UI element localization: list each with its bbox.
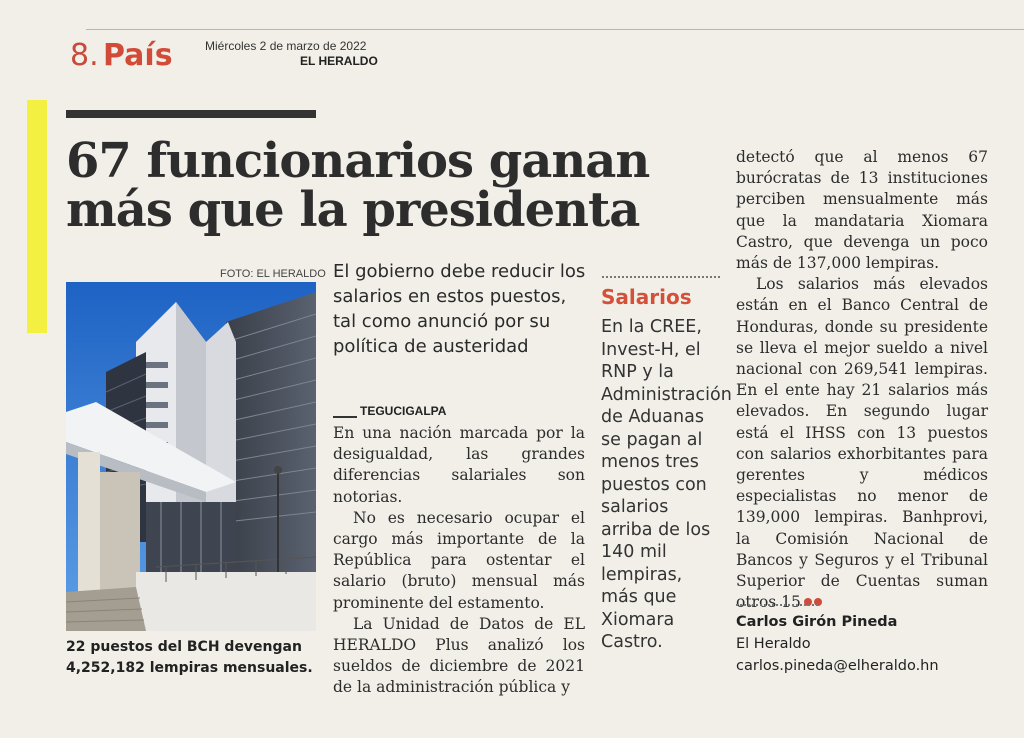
issue-date: Miércoles 2 de marzo de 2022 bbox=[205, 39, 367, 53]
author-outlet: El Heraldo bbox=[736, 636, 811, 652]
article-column-3 bbox=[736, 147, 988, 613]
sidebar-dotted-rule bbox=[602, 276, 720, 278]
paragraph: detectó que al menos 67 burócratas de 13 instituciones perciben mensualmente más que la mandataria Xiomara Castro, que devenga un poco más de 137,000 lempiras. bbox=[736, 148, 988, 273]
article-deck: El gobierno debe reducir los salarios en estos puestos, tal como anunció por su política de austeridad bbox=[333, 261, 586, 357]
sidebar-title: Salarios bbox=[601, 285, 692, 309]
newspaper-name: EL HERALDO bbox=[300, 54, 378, 68]
paragraph: En una nación marcada por la desigualdad, las grandes diferencias salariales son notorias. bbox=[333, 424, 585, 506]
paragraph: Los salarios más elevados están en el Banco Central de Honduras, donde su presidente se lleva el mejor sueldo a nivel nacional con 269,541 lempiras. En el ente hay 21 salarios más elevados. En segundo lugar está el IHSS con 13 puestos con salarios exhorbitantes para gerentes y médicos especialistas no menor de 139,000 lempiras. Banhprovi, la Comisión Nacional de Bancos y Seguros y el Tribunal Superior de Cuentas suman otros 15 bbox=[736, 275, 988, 612]
author-name: Carlos Girón Pineda bbox=[736, 614, 898, 630]
photo-caption: 22 puestos del BCH devengan 4,252,182 lempiras mensuales. bbox=[66, 639, 313, 676]
page-number: 8. bbox=[70, 38, 99, 73]
dateline-rule bbox=[333, 416, 357, 418]
photo-credit: FOTO: EL HERALDO bbox=[220, 268, 326, 280]
author-email: carlos.pineda@elheraldo.hn bbox=[736, 658, 939, 674]
paragraph: No es necesario ocupar el cargo más importante de la República para ostentar el salario (bruto) mensual más prominente del estamento. bbox=[333, 508, 585, 612]
highlighter-mark bbox=[27, 100, 47, 333]
top-rule bbox=[86, 29, 1024, 30]
headline: 67 funcionarios ganan más que la presidenta bbox=[66, 133, 650, 238]
headline-rule bbox=[66, 110, 316, 118]
dateline: TEGUCIGALPA bbox=[360, 404, 447, 418]
sidebar-text: En la CREE, Invest-H, el RNP y la Administración de Aduanas se pagan al menos tres puestos con salarios arriba de los 140 mil lempiras, más que Xiomara Castro. bbox=[601, 317, 732, 652]
paragraph-with-end-mark bbox=[736, 274, 988, 613]
paragraph: La Unidad de Datos de EL HERALDO Plus analizó los sueldos de diciembre de 2021 de la administración pública y bbox=[333, 614, 585, 697]
byline-dotted-rule bbox=[736, 604, 818, 606]
article-column-1 bbox=[333, 423, 585, 699]
section-title: País bbox=[103, 38, 173, 73]
bch-building-photo bbox=[66, 282, 316, 631]
